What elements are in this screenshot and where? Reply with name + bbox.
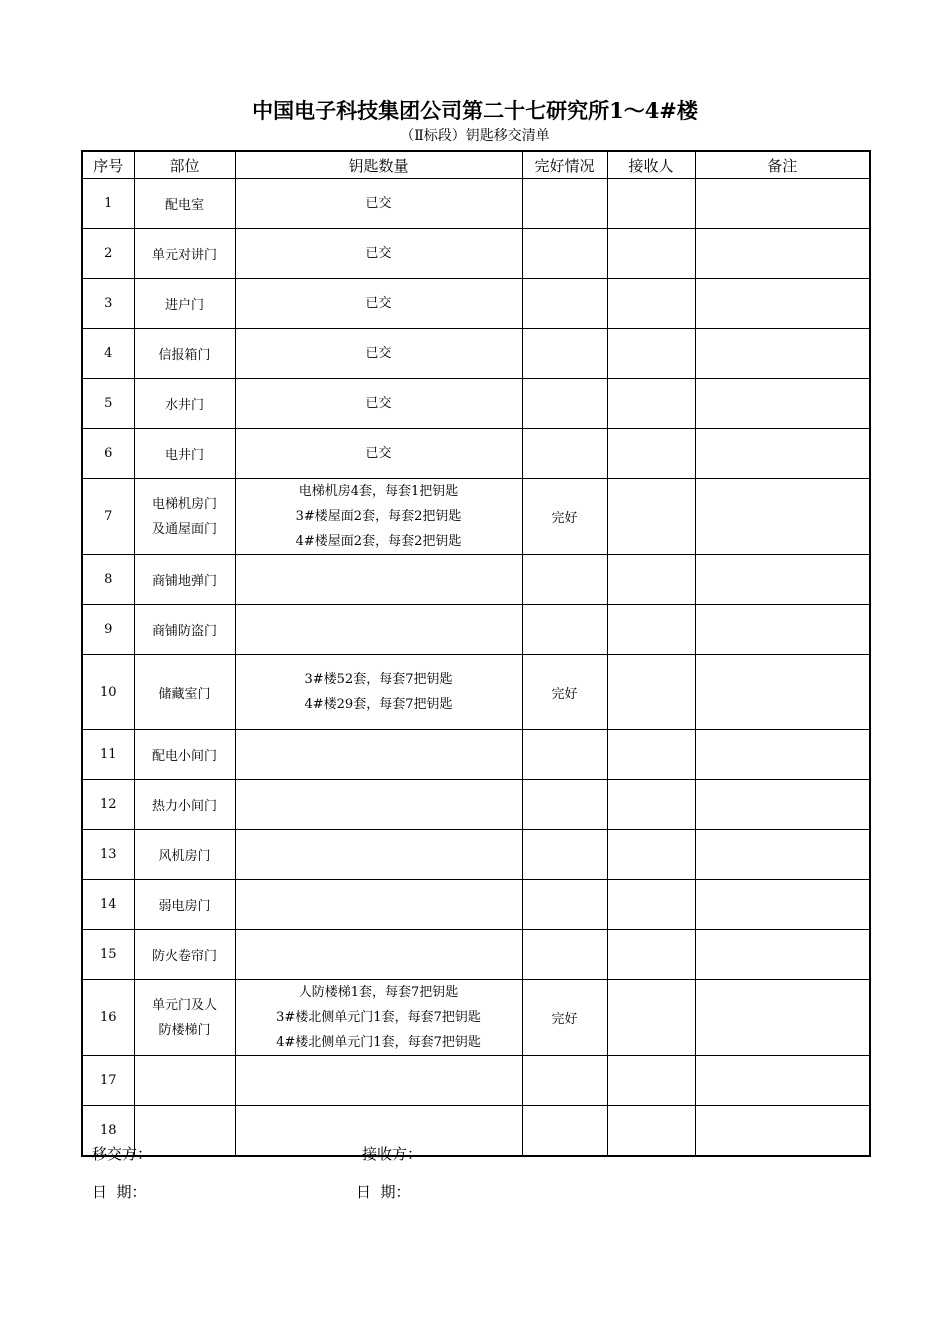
cell-key-count bbox=[235, 229, 522, 279]
cell-location: 配电小间门 bbox=[134, 730, 235, 780]
cell-no: 9 bbox=[82, 605, 134, 655]
cell-condition bbox=[522, 179, 607, 229]
cell-key-count-line: 已交 bbox=[365, 296, 392, 311]
cell-receiver bbox=[607, 880, 695, 930]
cell-no: 18 bbox=[82, 1106, 134, 1156]
cell-location: 商铺防盗门 bbox=[134, 605, 235, 655]
cell-no: 8 bbox=[82, 555, 134, 605]
cell-receiver bbox=[607, 379, 695, 429]
cell-receiver bbox=[607, 479, 695, 555]
header-no: 序号 bbox=[82, 151, 134, 179]
cell-key-count bbox=[235, 329, 522, 379]
cell-condition bbox=[522, 930, 607, 980]
cell-no: 11 bbox=[82, 730, 134, 780]
cell-location: 电井门 bbox=[134, 429, 235, 479]
cell-receiver bbox=[607, 1106, 695, 1156]
cell-condition bbox=[522, 730, 607, 780]
cell-note bbox=[695, 555, 870, 605]
table-row bbox=[82, 930, 870, 980]
cell-note bbox=[695, 655, 870, 730]
cell-condition bbox=[522, 1056, 607, 1106]
table-row bbox=[82, 730, 870, 780]
cell-note bbox=[695, 229, 870, 279]
cell-key-count bbox=[235, 980, 522, 1056]
cell-location: 水井门 bbox=[134, 379, 235, 429]
cell-key-count-line: 3#楼北侧单元门1套，每套7把钥匙 bbox=[276, 1010, 481, 1025]
cell-key-count bbox=[235, 605, 522, 655]
cell-location-line: 单元门及人 bbox=[151, 997, 217, 1013]
header-location: 部位 bbox=[134, 151, 235, 179]
cell-key-count-line: 3#楼52套，每套7把钥匙 bbox=[304, 672, 453, 687]
cell-key-count-line: 3#楼屋面2套，每套2把钥匙 bbox=[295, 509, 462, 524]
cell-location bbox=[134, 1056, 235, 1106]
header-key-count: 钥匙数量 bbox=[235, 151, 522, 179]
handover-party-label: 移交方： bbox=[92, 1145, 153, 1163]
cell-location-line: 电梯机房门 bbox=[151, 496, 217, 512]
receiving-date-label: 日 期： bbox=[356, 1183, 411, 1201]
table-row bbox=[82, 655, 870, 730]
table-row bbox=[82, 980, 870, 1056]
cell-receiver bbox=[607, 229, 695, 279]
cell-key-count bbox=[235, 830, 522, 880]
cell-key-count bbox=[235, 780, 522, 830]
cell-no: 7 bbox=[82, 479, 134, 555]
cell-key-count bbox=[235, 555, 522, 605]
cell-note bbox=[695, 329, 870, 379]
cell-key-count-line: 4#楼屋面2套，每套2把钥匙 bbox=[295, 534, 462, 549]
cell-location: 信报箱门 bbox=[134, 329, 235, 379]
cell-receiver bbox=[607, 980, 695, 1056]
cell-condition bbox=[522, 880, 607, 930]
header-condition: 完好情况 bbox=[522, 151, 607, 179]
cell-key-count-line: 电梯机房4套，每套1把钥匙 bbox=[298, 484, 459, 499]
table-row bbox=[82, 830, 870, 880]
cell-key-count bbox=[235, 429, 522, 479]
cell-note bbox=[695, 780, 870, 830]
document-subtitle: （Ⅱ标段）钥匙移交清单 bbox=[400, 128, 550, 144]
cell-condition: 完好 bbox=[522, 980, 607, 1056]
cell-condition bbox=[522, 329, 607, 379]
cell-location: 防火卷帘门 bbox=[134, 930, 235, 980]
cell-key-count-line: 已交 bbox=[365, 346, 392, 361]
cell-location: 商铺地弹门 bbox=[134, 555, 235, 605]
cell-receiver bbox=[607, 730, 695, 780]
table-row bbox=[82, 1106, 870, 1156]
cell-key-count bbox=[235, 1056, 522, 1106]
cell-condition bbox=[522, 229, 607, 279]
cell-note bbox=[695, 880, 870, 930]
cell-note bbox=[695, 930, 870, 980]
cell-location: 热力小间门 bbox=[134, 780, 235, 830]
cell-no: 6 bbox=[82, 429, 134, 479]
header-receiver: 接收人 bbox=[607, 151, 695, 179]
table-row bbox=[82, 880, 870, 930]
cell-key-count-line: 已交 bbox=[365, 196, 392, 211]
cell-key-count-line: 4#楼北侧单元门1套，每套7把钥匙 bbox=[276, 1035, 481, 1050]
cell-receiver bbox=[607, 429, 695, 479]
table-row bbox=[82, 479, 870, 555]
cell-note bbox=[695, 1056, 870, 1106]
cell-note bbox=[695, 830, 870, 880]
cell-receiver bbox=[607, 329, 695, 379]
table-row bbox=[82, 555, 870, 605]
cell-note bbox=[695, 429, 870, 479]
cell-condition: 完好 bbox=[522, 655, 607, 730]
cell-condition bbox=[522, 780, 607, 830]
cell-receiver bbox=[607, 655, 695, 730]
cell-condition bbox=[522, 1106, 607, 1156]
cell-note bbox=[695, 479, 870, 555]
cell-key-count bbox=[235, 930, 522, 980]
cell-no: 16 bbox=[82, 980, 134, 1056]
cell-key-count bbox=[235, 479, 522, 555]
table-row bbox=[82, 329, 870, 379]
cell-receiver bbox=[607, 555, 695, 605]
cell-no: 10 bbox=[82, 655, 134, 730]
cell-location: 风机房门 bbox=[134, 830, 235, 880]
table-row bbox=[82, 229, 870, 279]
cell-no: 15 bbox=[82, 930, 134, 980]
cell-note bbox=[695, 605, 870, 655]
header-note: 备注 bbox=[695, 151, 870, 179]
cell-key-count bbox=[235, 179, 522, 229]
cell-condition bbox=[522, 429, 607, 479]
cell-no: 14 bbox=[82, 880, 134, 930]
cell-key-count-line: 人防楼梯1套，每套7把钥匙 bbox=[298, 985, 459, 1000]
cell-note bbox=[695, 379, 870, 429]
table-row bbox=[82, 1056, 870, 1106]
cell-location: 储藏室门 bbox=[134, 655, 235, 730]
table-header-row bbox=[82, 151, 870, 179]
cell-condition bbox=[522, 379, 607, 429]
cell-note bbox=[695, 279, 870, 329]
cell-key-count-line: 已交 bbox=[365, 446, 392, 461]
key-handover-table bbox=[81, 150, 871, 1157]
cell-location: 弱电房门 bbox=[134, 880, 235, 930]
table-row bbox=[82, 179, 870, 229]
cell-location: 单元对讲门 bbox=[134, 229, 235, 279]
cell-receiver bbox=[607, 279, 695, 329]
table-row bbox=[82, 605, 870, 655]
cell-no: 13 bbox=[82, 830, 134, 880]
cell-location-line: 及通屋面门 bbox=[151, 521, 217, 537]
cell-condition bbox=[522, 830, 607, 880]
cell-no: 1 bbox=[82, 179, 134, 229]
cell-condition: 完好 bbox=[522, 479, 607, 555]
cell-note bbox=[695, 980, 870, 1056]
document-title: 中国电子科技集团公司第二十七研究所1～4#楼 bbox=[252, 98, 698, 123]
cell-no: 17 bbox=[82, 1056, 134, 1106]
cell-note bbox=[695, 179, 870, 229]
table-row bbox=[82, 429, 870, 479]
receiving-party-label: 接收方： bbox=[362, 1145, 423, 1163]
cell-key-count bbox=[235, 279, 522, 329]
table-row bbox=[82, 279, 870, 329]
cell-key-count bbox=[235, 655, 522, 730]
cell-key-count bbox=[235, 730, 522, 780]
cell-key-count-line: 已交 bbox=[365, 246, 392, 261]
cell-receiver bbox=[607, 830, 695, 880]
cell-location bbox=[134, 479, 235, 555]
cell-location-line: 防楼梯门 bbox=[158, 1022, 211, 1038]
cell-location: 进户门 bbox=[134, 279, 235, 329]
handover-date-label: 日 期： bbox=[92, 1183, 147, 1201]
cell-condition bbox=[522, 555, 607, 605]
cell-receiver bbox=[607, 1056, 695, 1106]
cell-condition bbox=[522, 605, 607, 655]
cell-key-count bbox=[235, 379, 522, 429]
cell-key-count-line: 已交 bbox=[365, 396, 392, 411]
cell-no: 4 bbox=[82, 329, 134, 379]
cell-note bbox=[695, 1106, 870, 1156]
cell-receiver bbox=[607, 780, 695, 830]
table-row bbox=[82, 780, 870, 830]
cell-receiver bbox=[607, 605, 695, 655]
cell-note bbox=[695, 730, 870, 780]
cell-location: 配电室 bbox=[134, 179, 235, 229]
table-body bbox=[82, 179, 870, 1156]
cell-location bbox=[134, 980, 235, 1056]
cell-receiver bbox=[607, 179, 695, 229]
cell-key-count bbox=[235, 880, 522, 930]
cell-no: 5 bbox=[82, 379, 134, 429]
cell-no: 3 bbox=[82, 279, 134, 329]
cell-condition bbox=[522, 279, 607, 329]
table-row bbox=[82, 379, 870, 429]
cell-key-count-line: 4#楼29套，每套7把钥匙 bbox=[304, 697, 453, 712]
cell-no: 12 bbox=[82, 780, 134, 830]
cell-no: 2 bbox=[82, 229, 134, 279]
cell-receiver bbox=[607, 930, 695, 980]
